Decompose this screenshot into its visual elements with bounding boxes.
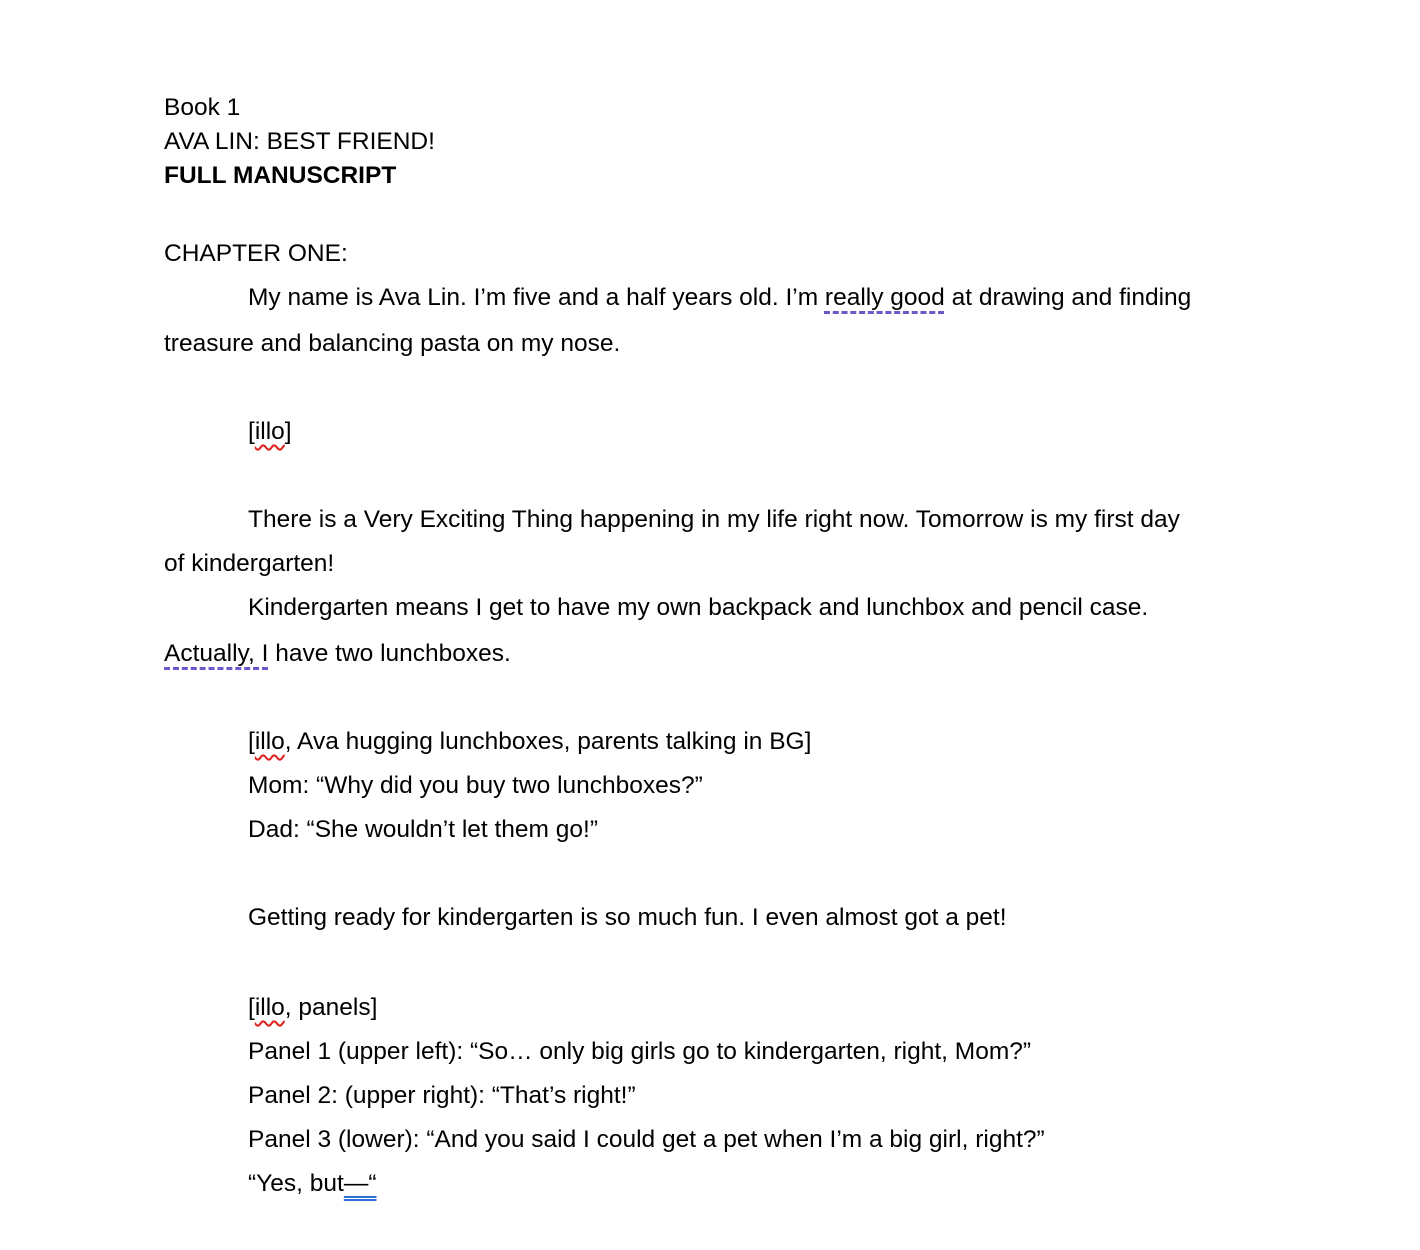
bracket: ]	[284, 418, 292, 445]
panel-2-text: Panel 2: (upper right): “That’s right!”	[248, 1082, 636, 1109]
paragraph-2-line-2: of kindergarten!	[164, 550, 335, 577]
panel-1-text: Panel 1 (upper left): “So… only big girls go to kindergarten, right, Mom?”	[248, 1038, 1032, 1065]
text-run: “Yes, but	[248, 1170, 344, 1197]
spelling-flag[interactable]: illo	[254, 418, 285, 445]
spelling-flag[interactable]: illo	[254, 994, 285, 1021]
bracket: [	[248, 994, 255, 1021]
paragraph-3-line-2	[164, 639, 511, 669]
illo-note-2	[248, 727, 811, 757]
panel-3-reply	[248, 1169, 376, 1199]
paragraph-4: Getting ready for kindergarten is so much fun. I even almost got a pet!	[248, 904, 1007, 931]
book-number: Book 1	[164, 94, 241, 121]
grammar-flag[interactable]: Actually, I	[164, 640, 269, 667]
paragraph-3-line-1: Kindergarten means I get to have my own backpack and lunchbox and pencil case.	[248, 594, 1149, 621]
text-run: at drawing and finding	[944, 284, 1192, 311]
text-run: , panels]	[284, 994, 378, 1021]
illo-note-3	[248, 993, 377, 1023]
text-run: have two lunchboxes.	[268, 640, 511, 667]
grammar-flag[interactable]: really good	[824, 284, 945, 311]
paragraph-1-line-2: treasure and balancing pasta on my nose.	[164, 330, 621, 357]
book-title: AVA LIN: BEST FRIEND!	[164, 128, 435, 155]
paragraph-1-line-1	[248, 283, 1191, 313]
manuscript-label: FULL MANUSCRIPT	[164, 162, 397, 189]
format-flag[interactable]: —“	[343, 1170, 377, 1197]
text-run: My name is Ava Lin. I’m five and a half years old. I’m	[248, 284, 825, 311]
text-run: , Ava hugging lunchboxes, parents talking in BG]	[284, 728, 812, 755]
bracket: [	[248, 728, 255, 755]
chapter-heading: CHAPTER ONE:	[164, 240, 348, 267]
illo-note-1	[248, 417, 292, 447]
spelling-flag[interactable]: illo	[254, 728, 285, 755]
dialogue-dad: Dad: “She wouldn’t let them go!”	[248, 816, 598, 843]
paragraph-2-line-1: There is a Very Exciting Thing happening in my life right now. Tomorrow is my first day	[248, 506, 1180, 533]
dialogue-mom: Mom: “Why did you buy two lunchboxes?”	[248, 772, 703, 799]
panel-3-text: Panel 3 (lower): “And you said I could get a pet when I’m a big girl, right?”	[248, 1126, 1045, 1153]
bracket: [	[248, 418, 255, 445]
